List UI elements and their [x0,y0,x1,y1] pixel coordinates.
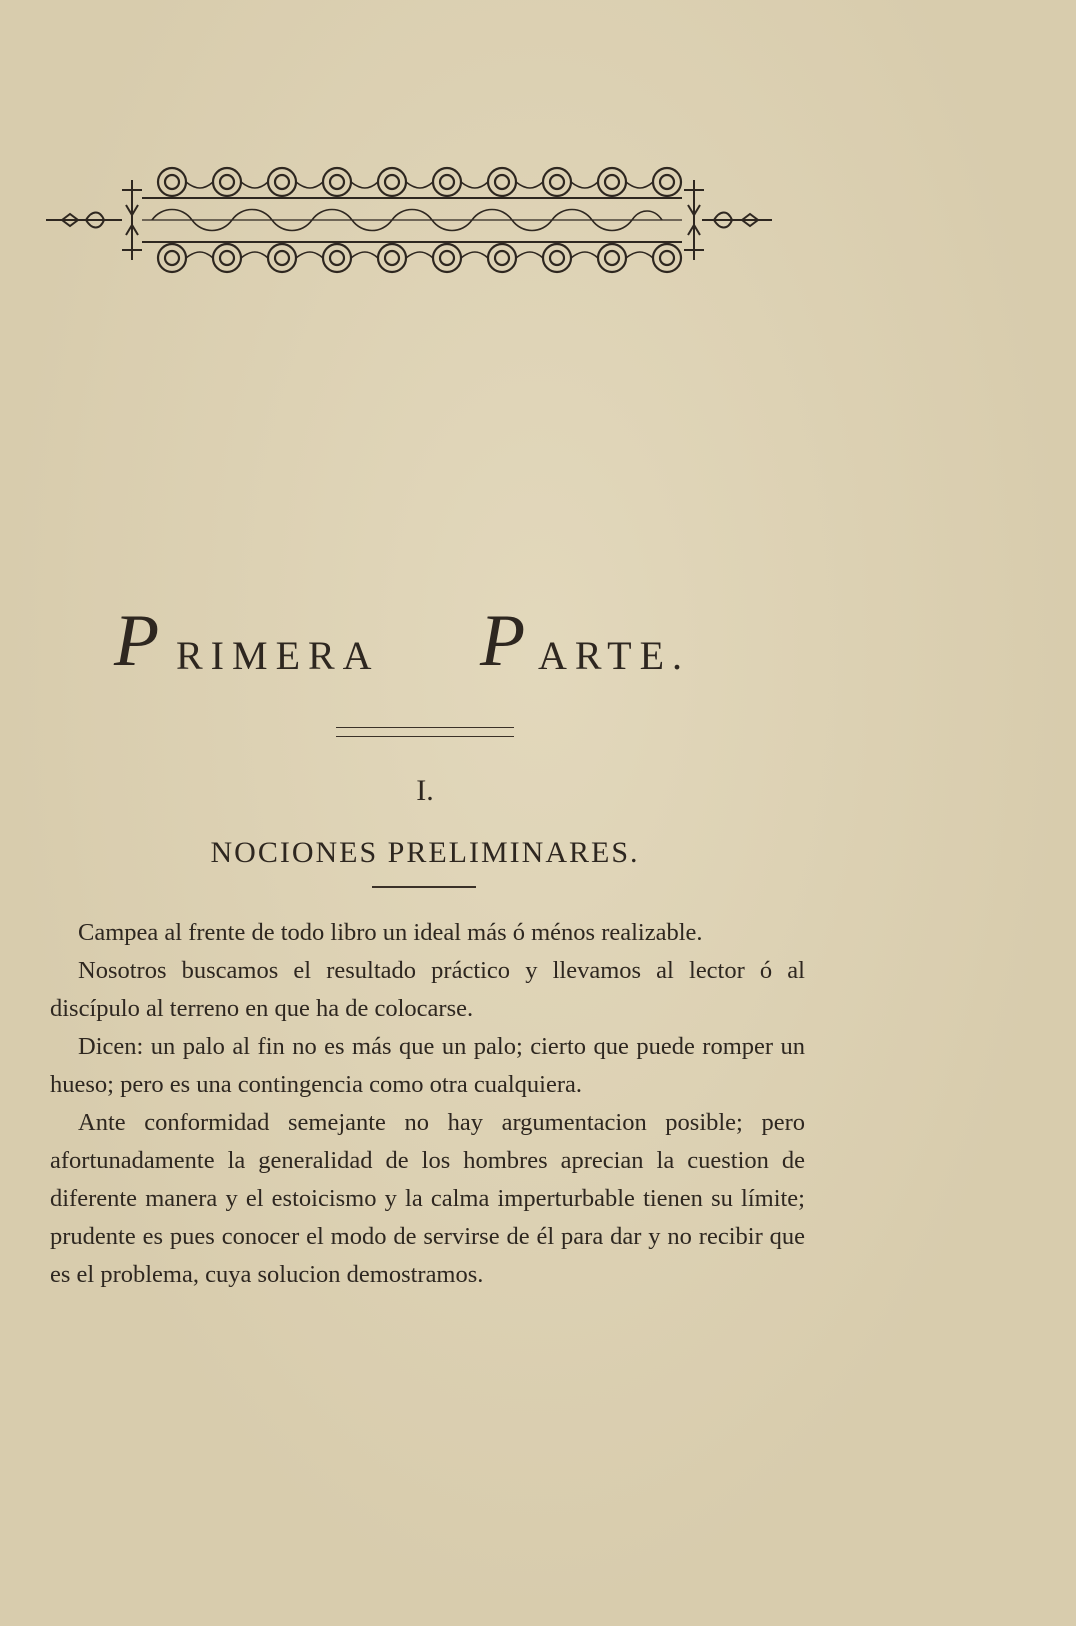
paragraph: Dicen: un palo al fin no es más que un palo; cierto que puede romper un hueso; pero es una contingencia como otra cualquiera. [50,1033,805,1098]
part-title [110,600,760,718]
paragraph: Nosotros buscamos el resultado práctico y llevamos al lector ó al discípulo al terreno en que ha de colocarse. [50,957,805,1022]
body-text [50,914,805,1294]
part-title-word-2: ARTE. [538,633,691,678]
paragraph: Campea al frente de todo libro un ideal más ó ménos realizable. [78,919,703,946]
double-rule-divider [336,727,514,737]
chapter-number: I. [416,774,434,807]
paragraph: Ante conformidad semejante no hay argumentacion posible; pero afortunadamente la generalidad de los hombres aprecian la cuestion de diferente manera y el estoicismo y la calma imperturbable tienen su límite; prudente es pues conocer el modo de servirse de él para dar y no recibir que es el problema, cuya solucion demostramos. [50,1109,805,1288]
decorative-headpiece [42,160,802,290]
part-title-initial-2: P [480,600,526,682]
part-title-word-1: RIMERA [176,633,380,678]
part-title-initial-1: P [114,600,160,682]
chapter-title: NOCIONES PRELIMINARES. [210,836,640,869]
short-rule-divider [372,886,476,888]
